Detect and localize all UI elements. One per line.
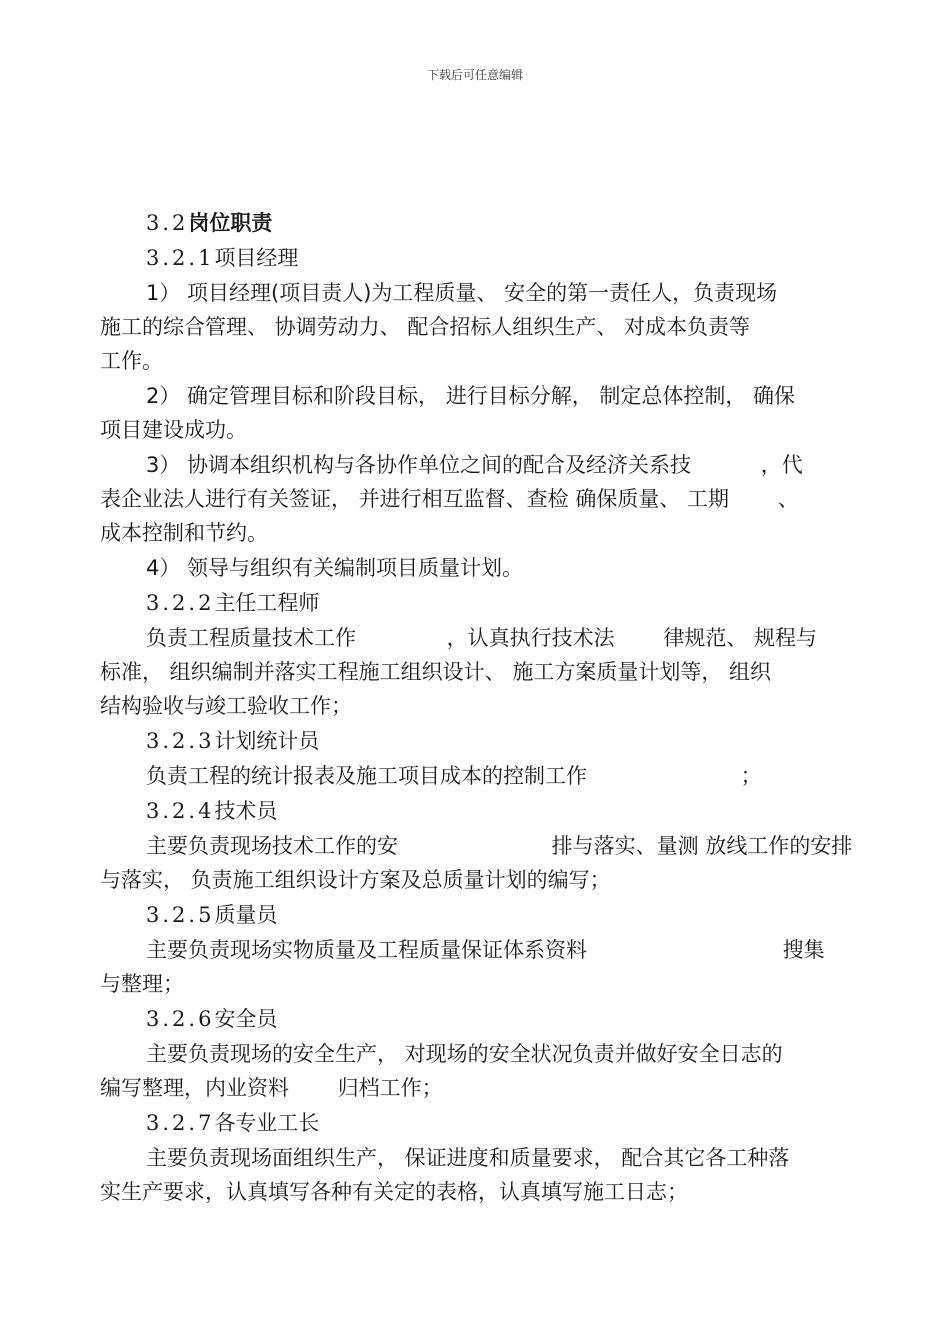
text-line: 工作。 [100,349,163,373]
subsection-title: 项目经理 [214,246,299,270]
subsection-heading-327 [100,1106,852,1140]
paragraph [100,621,852,723]
subsection-title: 计划统计员 [214,729,320,753]
text-line: 主要负责现场面组织生产， 保证进度和质量要求， 配合其它各工种落 [146,1146,790,1170]
paragraph [100,276,852,378]
subsection-title: 质量员 [214,903,278,927]
subsection-heading-326 [100,1002,852,1036]
text-line: 4） 领导与组织有关编制项目质量计划。 [146,556,524,580]
subsection-number: 3.2.5 [146,903,215,927]
subsection-title: 安全员 [214,1007,278,1031]
paragraph [100,829,852,897]
text-line: 与整理； [100,972,184,996]
text-line: 与落实， 负责施工组织设计方案及总质量计划的编写； [100,868,611,892]
text-line: 编写整理，内业资料 归档工作； [100,1076,443,1100]
text-line: 3） 协调本组织机构与各协作单位之间的配合及经济关系技 ，代 [146,453,803,477]
text-line: 负责工程质量技术工作 ，认真执行技术法 律规范、 规程与 [146,626,818,650]
page-header-note: 下载后可任意编辑 [426,68,523,82]
subsection-number: 3.2.2 [146,591,215,615]
paragraph [100,759,852,793]
subsection-number: 3.2.6 [146,1007,215,1031]
text-line: 主要负责现场技术工作的安 排与落实、量测 放线工作的安排 [146,834,852,858]
subsection-heading-322 [100,586,852,620]
text-line: 标准， 组织编制并落实工程施工组织设计、 施工方案质量计划等， 组织 [100,660,772,684]
text-line: 主要负责现场实物质量及工程质量保证体系资料 搜集 [146,938,825,962]
section-title: 岗位职责 [188,211,273,235]
subsection-heading-324 [100,794,852,828]
text-line: 表企业法人进行有关签证， 并进行相互监督、查检 确保质量、 工期 、 [100,487,799,511]
subsection-number: 3.2.3 [146,729,215,753]
text-line: 成本控制和节约。 [100,521,268,545]
subsection-title: 各专业工长 [214,1111,320,1135]
text-line: 施工的综合管理、 协调劳动力、 配合招标人组织生产、 对成本负责等 [100,315,751,339]
paragraph [100,551,852,585]
text-line: 项目建设成功。 [100,418,247,442]
subsection-heading-325 [100,898,852,932]
subsection-number: 3.2.4 [146,799,215,823]
paragraph [100,379,852,447]
text-line: 主要负责现场的安全生产， 对现场的安全状况负责并做好安全日志的 [146,1042,783,1066]
text-line: 结构验收与竣工验收工作； [100,694,352,718]
section-heading [100,206,852,240]
text-line: 2） 确定管理目标和阶段目标， 进行目标分解， 制定总体控制， 确保 [146,384,796,408]
paragraph [100,448,852,550]
paragraph [100,1037,852,1105]
text-line: 实生产要求，认真填写各种有关定的表格，认真填写施工日志； [100,1180,688,1204]
subsection-number: 3.2.7 [146,1111,215,1135]
subsection-title: 主任工程师 [214,591,320,615]
document-body [100,206,852,1210]
text-line: 1） 项目经理(项目责人)为工程质量、 安全的第一责任人，负责现场 [146,281,778,305]
text-line: 负责工程的统计报表及施工项目成本的控制工作 ； [146,764,762,788]
subsection-number: 3.2.1 [146,246,215,270]
paragraph [100,933,852,1001]
subsection-heading-323 [100,724,852,758]
paragraph [100,1141,852,1209]
section-number: 3.2 [146,211,189,235]
subsection-heading-321 [100,241,852,275]
subsection-title: 技术员 [214,799,278,823]
